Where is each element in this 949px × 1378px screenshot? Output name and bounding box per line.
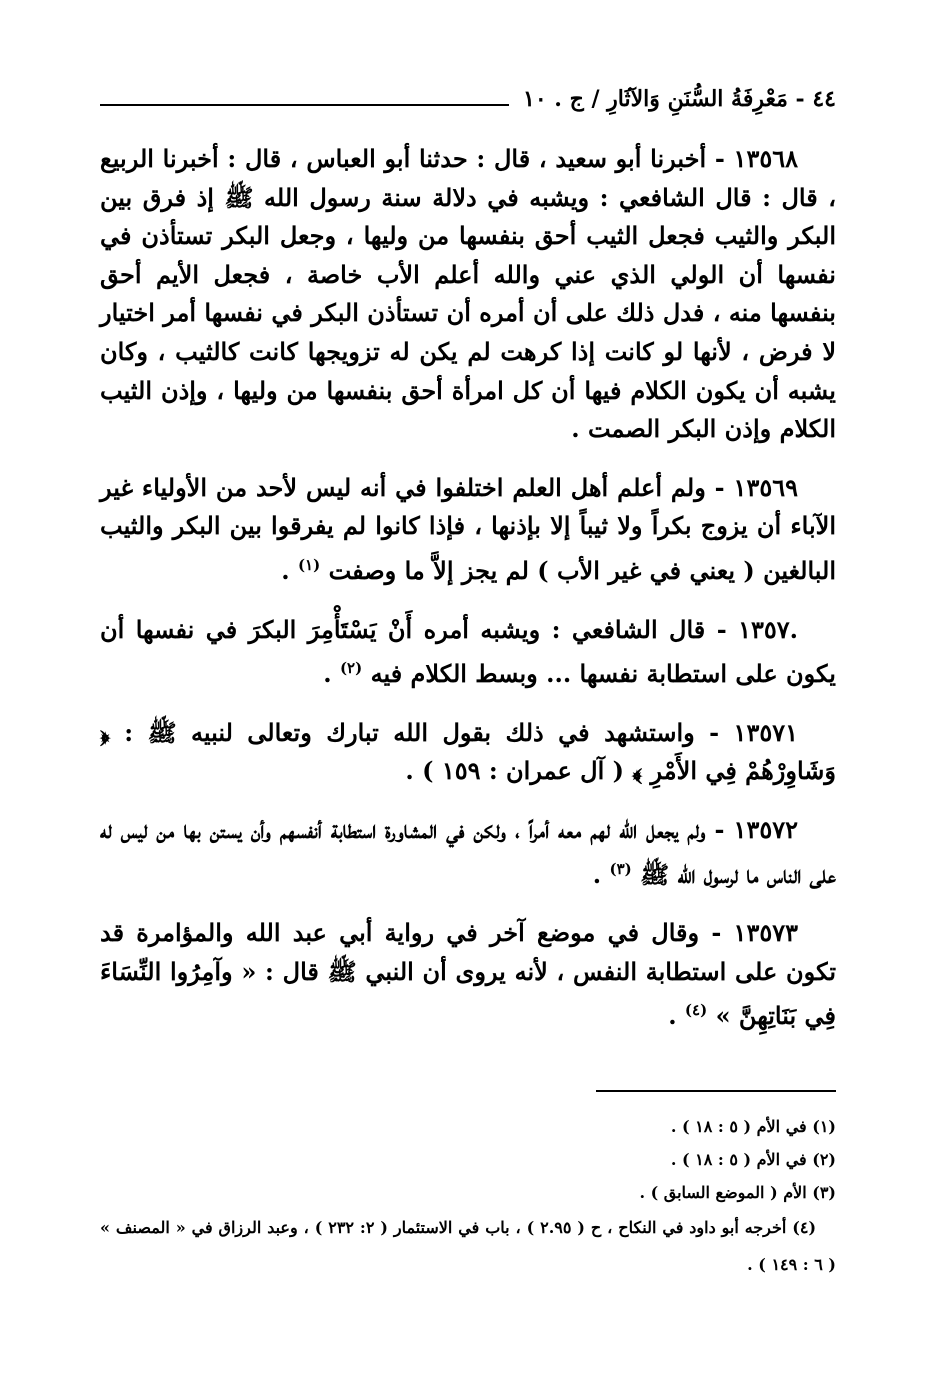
footnote-ref: (١)	[297, 555, 321, 574]
main-text	[100, 140, 836, 1056]
paragraph-text: .١٣٥٧ - قال الشافعي : ويشبه أمره أَنْ يَسْتَأْمِرَ البكرَ في نفسها أن يكون على استطابة نفسها ... وبسط الكلام فيه	[100, 614, 836, 689]
paragraph-text: ١٣٥٧٢ - ولم يجعل الله لهم معه أمراً ، ولكن في المشاورة استطابة أنفسهم وأن يستن بها من ليس له على الناس ما لرسول الله ﷺ	[100, 814, 836, 889]
paragraph-text: ١٣٥٧١ - واستشهد في ذلك بقول الله تبارك وتعالى لنبيه ﷺ : ﴿ وَشَاوِرْهُمْ فِي الأَمْرِ ﴾ ( آل عمران : ١٥٩ ) .	[100, 717, 836, 786]
footnote-1: (١) في الأم ( ٥ : ١٨ ) .	[670, 1117, 836, 1136]
paragraph-text: ١٣٥٦٩ - ولم أعلم أهل العلم اختلفوا في أنه ليس لأحد من الأولياء غير الآباء أن يزوج بكراً ولا ثيباً إلا بإذنها ، فإذا كانوا لم يفرقوا بين البكر والثيب البالغين ( يعني في غير الأب ) لم يجز إلاَّ ما وصفت	[100, 472, 836, 585]
paragraph-text: ١٣٥٧٣ - وقال في موضع آخر في رواية أبي عبد الله والمؤامرة قد تكون على استطابة النفس ، لأنه يروى أن النبي ﷺ قال : « وآمِرُوا النِّسَاءَ فِي بَنَاتِهِنَّ »	[100, 918, 836, 1031]
footnote-divider	[596, 1090, 836, 1092]
paragraph-13573: ١٣٥٧٣ - وقال في موضع آخر في رواية أبي عبد الله والمؤامرة قد تكون على استطابة النفس ، لأنه يروى أن النبي ﷺ قال : « وآمِرُوا النِّسَاءَ فِي بَنَاتِهِنَّ » $^{(٤)}$ .	[100, 918, 836, 1031]
footnote-ref: (٢)	[339, 659, 363, 678]
footnote-2: (٢) في الأم ( ٥ : ١٨ ) .	[670, 1150, 836, 1169]
paragraph-13568	[100, 140, 836, 449]
footnote-ref: (٣)	[609, 859, 632, 878]
header-rule	[100, 104, 509, 106]
paragraph-13571	[100, 714, 836, 791]
running-header	[100, 78, 836, 112]
paragraph-13569: ١٣٥٦٩ - ولم أعلم أهل العلم اختلفوا في أنه ليس لأحد من الأولياء غير الآباء أن يزوج بكراً ولا ثيباً إلا بإذنها ، فإذا كانوا لم يفرقوا بين البكر والثيب البالغين ( يعني في غير الأب ) لم يجز إلاَّ ما وصفت $^{(١)}$ .	[100, 472, 836, 585]
footnotes	[100, 1110, 836, 1283]
footnote-ref: (٤)	[684, 1001, 708, 1020]
paragraph-13570: .١٣٥٧ - قال الشافعي : ويشبه أمره أَنْ يَسْتَأْمِرَ البكرَ في نفسها أن يكون على استطابة نفسها ... وبسط الكلام فيه $^{(٢)}$ .	[100, 614, 836, 689]
footnote-3: (٣) الأم ( الموضع السابق ) .	[639, 1183, 836, 1202]
footnote-4: (٤) أخرجه أبو داود في النكاح ، ح ( ٢.٩٥ ) ، باب في الاستئمار ( ٢: ٢٣٢ ) ، وعبد الرزاق في « المصنف » ( ٦ : ١٤٩ ) .	[100, 1218, 836, 1274]
header-title: ٤٤ - مَعْرِفَةُ السُّنَنِ وَالآثَارِ / ج . ١٠	[523, 86, 836, 112]
paragraph-text: ١٣٥٦٨ - أخبرنا أبو سعيد ، قال : حدثنا أبو العباس ، قال : أخبرنا الربيع ، قال : قال الشافعي : ويشبه في دلالة سنة رسول الله ﷺ إذ فرق بين البكر والثيب فجعل الثيب أحق بنفسها من وليها ، وجعل البكر تستأذن في نفسها أن الولي الذي عني والله أعلم الأب خاصة ، فجعل الأيم أحق بنفسها منه ، فدل ذلك على أن أمره أن تستأذن البكر في نفسها أمر اختيار لا فرض ، لأنها لو كانت إذا كرهت لم يكن له تزويجها كانت كالثيب ، وكان يشبه أن يكون الكلام فيها أن كل امرأة أحق بنفسها من وليها ، وإذن الثيب الكلام وإذن البكر الصمت .	[100, 144, 836, 444]
paragraph-13572: ١٣٥٧٢ - ولم يجعل الله لهم معه أمراً ، ولكن في المشاورة استطابة أنفسهم وأن يستن بها من ليس له على الناس ما لرسول الله ﷺ $^{(٣)}$ .	[100, 814, 836, 889]
